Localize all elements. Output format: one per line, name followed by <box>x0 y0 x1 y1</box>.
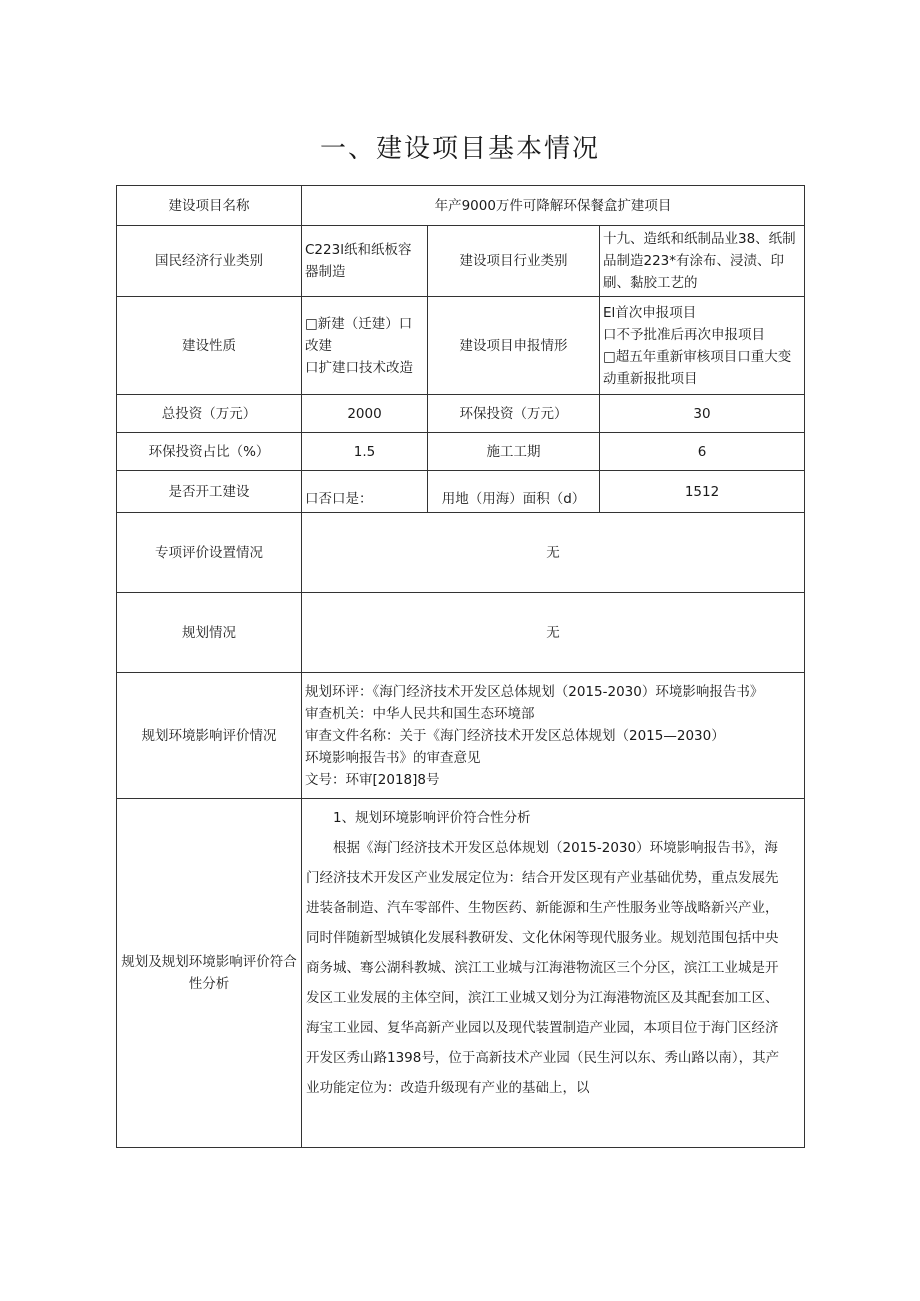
investment-value: 2000 <box>302 395 428 433</box>
label-cell: 总投资（万元） <box>117 395 302 433</box>
construction-period-value: 6 <box>600 433 805 471</box>
started-value: 口否口是： <box>302 471 428 513</box>
nature-line: 口扩建口技术改造 <box>305 359 413 376</box>
label-cell: 建设项目名称 <box>117 186 302 226</box>
label-cell: 建设项目申报情形 <box>428 297 600 395</box>
industry-value: C223l纸和纸板容器制造 <box>302 226 428 297</box>
compliance-body: 根据《海门经济技术开发区总体规划（2015-2030）环境影响报告书》，海门经济技术开发区产业发展定位为：结合开发区现有产业基础优势，重点发展先进装备制造、汽车零部件、生物医药、新能源和生产性服务业等战略新兴产业，同时伴随新型城镇化发展科教研发、文化休闲等现代服务业。规划范围包括中央商务城、骞公湖科教城、滨江工业城与江海港物流区三个分区，滨江工业城是开发区工业发展的主体空间，滨江工业城又划分为江海港物流区及其配套加工区、海宝工业园、复华高新产业园以及现代装置制造产业园，本项目位于海门区经济开发区秀山路1398号，位于高新技术产业园（民生河以东、秀山路以南），其产业功能定位为：改造升级现有产业的基础上，以 <box>306 840 780 1096</box>
eia-line: 审查机关：中华人民共和国生态环境部 <box>305 705 535 722</box>
table-row <box>117 799 805 1148</box>
label-cell: 规划情况 <box>117 593 302 673</box>
compliance-value <box>302 799 805 1148</box>
land-area-value: 1512 <box>600 471 805 513</box>
label-cell: 国民经济行业类别 <box>117 226 302 297</box>
label-cell: 环保投资占比（%） <box>117 433 302 471</box>
table-row <box>117 673 805 799</box>
table-row <box>117 395 805 433</box>
eia-line: 审查文件名称：关于《海门经济技术开发区总体规划（2015—2030） <box>305 727 725 744</box>
table-row <box>117 186 805 226</box>
table-row <box>117 471 805 513</box>
label-cell: 专项评价设置情况 <box>117 513 302 593</box>
table-row <box>117 433 805 471</box>
label-cell: 环保投资（万元） <box>428 395 600 433</box>
ratio-value: 1.5 <box>302 433 428 471</box>
table-row <box>117 513 805 593</box>
declaration-line: 口不予批准后再次申报项目 <box>603 326 765 343</box>
label-cell: 规划环境影响评价情况 <box>117 673 302 799</box>
label-cell: 用地（用海）面积（d） <box>428 471 600 513</box>
table-row <box>117 593 805 673</box>
page-title: 一、建设项目基本情况 <box>319 134 600 164</box>
label-cell: 规划及规划环境影响评价符合性分析 <box>117 799 302 1148</box>
label-cell: 建设项目行业类别 <box>428 226 600 297</box>
project-name-value: 年产9000万件可降解环保餐盒扩建项目 <box>302 186 805 226</box>
declaration-line: □超五年重新审核项目口重大变动重新报批项目 <box>603 348 792 387</box>
label-cell: 施工工期 <box>428 433 600 471</box>
table-row <box>117 297 805 395</box>
table-row <box>117 226 805 297</box>
label-cell: 是否开工建设 <box>117 471 302 513</box>
industry-category-value: 十九、造纸和纸制品业38、纸制品制造223*有涂布、浸渍、印刷、黏胶工艺的 <box>600 226 805 297</box>
declaration-value <box>600 297 805 395</box>
eia-line: 文号：环审[2018]8号 <box>305 771 440 788</box>
label-cell: 建设性质 <box>117 297 302 395</box>
nature-line: □新建（迁建）口改建 <box>305 315 413 354</box>
project-info-table <box>116 185 805 1148</box>
planning-value: 无 <box>302 593 805 673</box>
special-eval-value: 无 <box>302 513 805 593</box>
planning-eia-value <box>302 673 805 799</box>
nature-value <box>302 297 428 395</box>
env-investment-value: 30 <box>600 395 805 433</box>
eia-line: 环境影响报告书》的审查意见 <box>305 749 481 766</box>
eia-line: 规划环评：《海门经济技术开发区总体规划（2015-2030）环境影响报告书》 <box>305 683 764 700</box>
compliance-heading: 1、规划环境影响评价符合性分析 <box>333 810 531 826</box>
declaration-line: El首次申报项目 <box>603 304 697 321</box>
